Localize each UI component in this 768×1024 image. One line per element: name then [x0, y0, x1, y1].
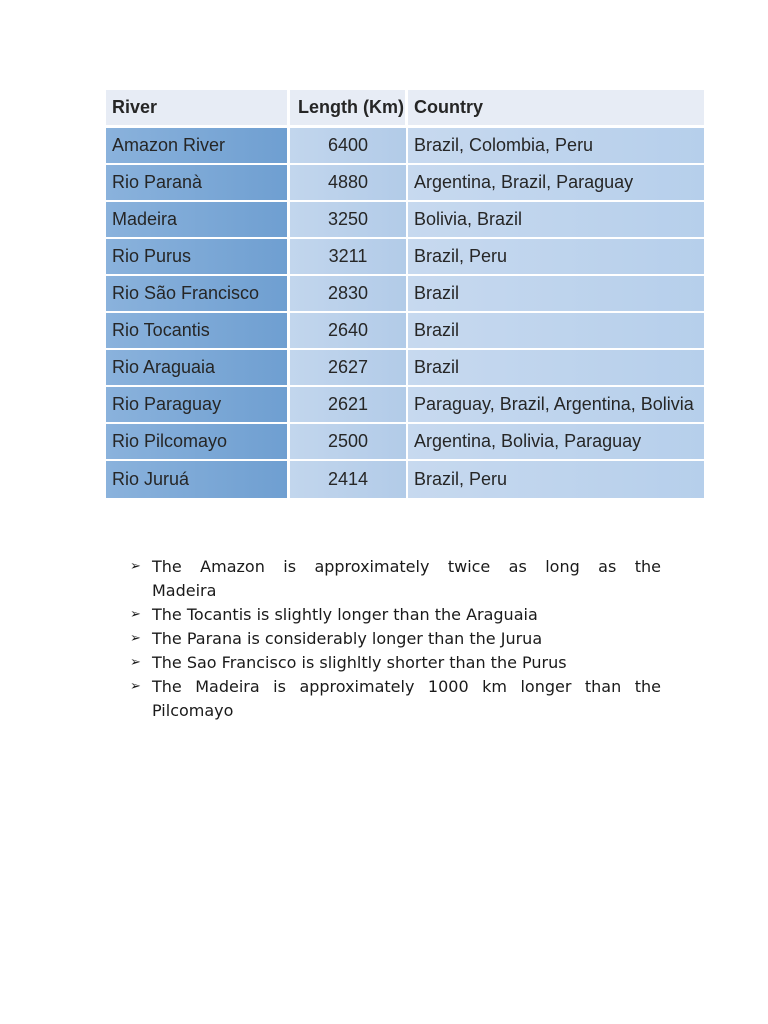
bullet-item	[130, 651, 661, 675]
bullet-text: The Amazon is approximately twice as long as the Madeira	[152, 557, 661, 600]
bullet-text: The Madeira is approximately 1000 km longer than the Pilcomayo	[152, 677, 661, 720]
cell-length: 2830	[290, 276, 408, 313]
table-row	[106, 461, 704, 498]
table-row	[106, 239, 704, 276]
cell-length: 3250	[290, 202, 408, 239]
header-country: Country	[408, 90, 704, 128]
cell-river: Rio Paranà	[106, 165, 290, 202]
bullet-text: The Tocantis is slightly longer than the Araguaia	[152, 605, 538, 624]
bullet-item	[130, 603, 661, 627]
cell-country: Argentina, Bolivia, Paraguay	[408, 424, 704, 461]
arrow-bullet-icon: ➢	[130, 631, 141, 646]
bullet-item	[130, 675, 661, 723]
table-row	[106, 387, 704, 424]
cell-country: Paraguay, Brazil, Argentina, Bolivia	[408, 387, 704, 424]
table-row	[106, 276, 704, 313]
bullet-item	[130, 555, 661, 603]
table-row	[106, 424, 704, 461]
cell-country: Argentina, Brazil, Paraguay	[408, 165, 704, 202]
cell-river: Rio Araguaia	[106, 350, 290, 387]
arrow-bullet-icon: ➢	[130, 679, 141, 694]
cell-country: Bolivia, Brazil	[408, 202, 704, 239]
table-row	[106, 313, 704, 350]
cell-country: Brazil	[408, 276, 704, 313]
table-row	[106, 202, 704, 239]
cell-length: 2627	[290, 350, 408, 387]
arrow-bullet-icon: ➢	[130, 607, 141, 622]
cell-country: Brazil	[408, 313, 704, 350]
arrow-bullet-icon: ➢	[130, 655, 141, 670]
cell-river: Rio São Francisco	[106, 276, 290, 313]
cell-length: 2621	[290, 387, 408, 424]
rivers-table	[106, 90, 704, 498]
cell-length: 2640	[290, 313, 408, 350]
arrow-bullet-icon: ➢	[130, 559, 141, 574]
cell-length: 3211	[290, 239, 408, 276]
table-row	[106, 165, 704, 202]
cell-country: Brazil, Colombia, Peru	[408, 128, 704, 165]
table-row	[106, 350, 704, 387]
comparison-bullet-list	[130, 555, 661, 723]
cell-length: 2414	[290, 461, 408, 498]
cell-country: Brazil, Peru	[408, 239, 704, 276]
cell-river: Amazon River	[106, 128, 290, 165]
cell-length: 2500	[290, 424, 408, 461]
bullet-text: The Parana is considerably longer than the Jurua	[152, 629, 543, 648]
cell-country: Brazil, Peru	[408, 461, 704, 498]
cell-length: 6400	[290, 128, 408, 165]
cell-river: Madeira	[106, 202, 290, 239]
table-row	[106, 128, 704, 165]
header-length: Length (Km)	[290, 90, 408, 128]
cell-length: 4880	[290, 165, 408, 202]
cell-country: Brazil	[408, 350, 704, 387]
header-river: River	[106, 90, 290, 128]
bullet-item	[130, 627, 661, 651]
bullet-text: The Sao Francisco is slighltly shorter than the Purus	[152, 653, 567, 672]
cell-river: Rio Purus	[106, 239, 290, 276]
table-header-row	[106, 90, 704, 128]
cell-river: Rio Juruá	[106, 461, 290, 498]
cell-river: Rio Pilcomayo	[106, 424, 290, 461]
rivers-table-container	[106, 90, 704, 506]
cell-river: Rio Paraguay	[106, 387, 290, 424]
cell-river: Rio Tocantis	[106, 313, 290, 350]
